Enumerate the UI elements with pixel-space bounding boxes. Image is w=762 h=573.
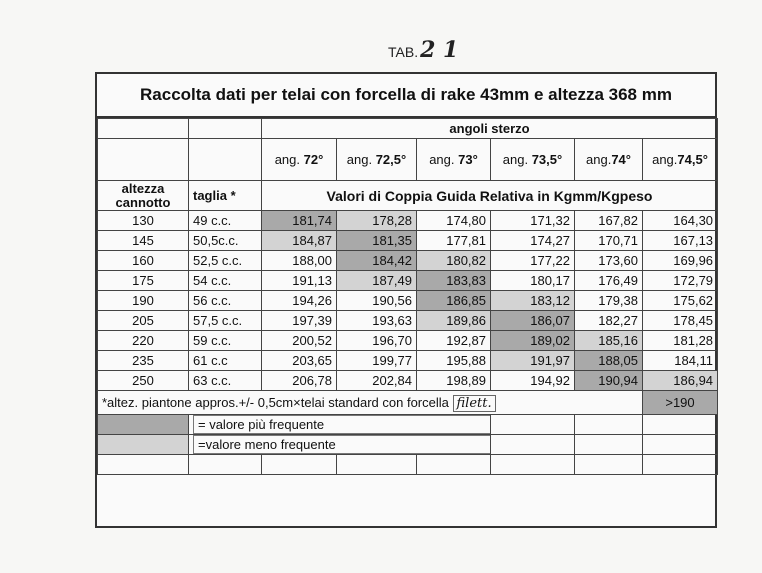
legend-label: = valore più frequente: [193, 415, 491, 434]
angle-header: [337, 139, 417, 181]
value-cell: 182,27: [575, 311, 643, 331]
angle-prefix: ang.: [346, 152, 376, 167]
angle-value: 72°: [303, 152, 324, 167]
value-cell: 167,13: [643, 231, 718, 251]
altezza-cell: 145: [98, 231, 189, 251]
legend-swatch: [98, 435, 189, 455]
legend-label-cell: [189, 415, 491, 435]
angle-header: [575, 139, 643, 181]
value-cell: 196,70: [337, 331, 417, 351]
value-cell: 190,94: [575, 371, 643, 391]
data-sheet: [95, 72, 717, 528]
taglia-header: taglia *: [189, 181, 262, 211]
legend-label: =valore meno frequente: [193, 435, 491, 454]
value-cell: 197,39: [262, 311, 337, 331]
value-cell: 191,97: [491, 351, 575, 371]
value-cell: 177,81: [417, 231, 491, 251]
altezza-cell: 130: [98, 211, 189, 231]
value-cell: 176,49: [575, 271, 643, 291]
value-cell: 171,32: [491, 211, 575, 231]
altezza-cell: 190: [98, 291, 189, 311]
table-row: [98, 331, 718, 351]
angle-header: [262, 139, 337, 181]
angle-header: [643, 139, 718, 181]
value-cell: 183,83: [417, 271, 491, 291]
table-number: [388, 37, 458, 63]
value-cell: 194,26: [262, 291, 337, 311]
value-cell: 187,49: [337, 271, 417, 291]
table-row: [98, 291, 718, 311]
altezza-cell: 205: [98, 311, 189, 331]
value-cell: 183,12: [491, 291, 575, 311]
legend-swatch: [98, 415, 189, 435]
legend-label-cell: [189, 435, 491, 455]
tab-label: TAB.: [388, 44, 419, 60]
taglia-cell: 54 c.c.: [189, 271, 262, 291]
value-cell: 200,52: [262, 331, 337, 351]
table-row: [98, 351, 718, 371]
angle-prefix: ang.: [586, 152, 612, 167]
taglia-cell: 63 c.c.: [189, 371, 262, 391]
value-cell: 170,71: [575, 231, 643, 251]
value-cell: 191,13: [262, 271, 337, 291]
value-cell: 186,85: [417, 291, 491, 311]
value-cell: 193,63: [337, 311, 417, 331]
sheet-title: Raccolta dati per telai con forcella di rake 43mm e altezza 368 mm: [97, 74, 715, 118]
value-cell: 179,38: [575, 291, 643, 311]
value-cell: 169,96: [643, 251, 718, 271]
angle-prefix: ang.: [429, 152, 459, 167]
legend-row: [98, 435, 718, 455]
angle-prefix: ang.: [652, 152, 678, 167]
taglia-cell: 61 c.c: [189, 351, 262, 371]
tab-number: 2 1: [420, 37, 459, 63]
subheader-row: [98, 181, 718, 211]
value-cell: 189,02: [491, 331, 575, 351]
table-row: [98, 371, 718, 391]
table-row: [98, 231, 718, 251]
angles-header: angoli sterzo: [262, 119, 718, 139]
angle-header: [491, 139, 575, 181]
angle-value: 74,5°: [677, 152, 708, 167]
altezza-cell: 235: [98, 351, 189, 371]
altezza-cell: 175: [98, 271, 189, 291]
value-cell: 190,56: [337, 291, 417, 311]
value-cell: 195,88: [417, 351, 491, 371]
value-cell: 184,11: [643, 351, 718, 371]
value-cell: 167,82: [575, 211, 643, 231]
angles-header-row: [98, 119, 718, 139]
table-row: [98, 271, 718, 291]
value-cell: 178,45: [643, 311, 718, 331]
angle-value: 72,5°: [375, 152, 407, 167]
value-cell: 186,94: [643, 371, 718, 391]
value-cell: 189,86: [417, 311, 491, 331]
taglia-cell: 52,5 c.c.: [189, 251, 262, 271]
table-body: [98, 119, 718, 475]
value-cell: 181,28: [643, 331, 718, 351]
value-cell: 185,16: [575, 331, 643, 351]
handwritten-note: filett.: [453, 395, 496, 412]
value-cell: 192,87: [417, 331, 491, 351]
altezza-cell: 160: [98, 251, 189, 271]
angle-prefix: ang.: [274, 152, 304, 167]
value-cell: 188,05: [575, 351, 643, 371]
value-cell: 199,77: [337, 351, 417, 371]
table-row: [98, 251, 718, 271]
value-cell: 202,84: [337, 371, 417, 391]
value-cell: 180,17: [491, 271, 575, 291]
values-header: Valori di Coppia Guida Relativa in Kgmm/Kgpeso: [262, 181, 718, 211]
value-cell: 198,89: [417, 371, 491, 391]
value-cell: 181,35: [337, 231, 417, 251]
taglia-cell: 56 c.c.: [189, 291, 262, 311]
table-row: [98, 311, 718, 331]
taglia-cell: 57,5 c.c.: [189, 311, 262, 331]
table-row: [98, 211, 718, 231]
angle-value: 73,5°: [531, 152, 563, 167]
taglia-cell: 59 c.c.: [189, 331, 262, 351]
value-cell: 164,30: [643, 211, 718, 231]
value-cell: 180,82: [417, 251, 491, 271]
value-cell: 177,22: [491, 251, 575, 271]
angles-row: [98, 139, 718, 181]
footnote-extra: >190: [643, 391, 718, 415]
value-cell: 174,80: [417, 211, 491, 231]
value-cell: 194,92: [491, 371, 575, 391]
value-cell: 203,65: [262, 351, 337, 371]
taglia-cell: 49 c.c.: [189, 211, 262, 231]
angle-value: 74°: [611, 152, 631, 167]
value-cell: 206,78: [262, 371, 337, 391]
data-table: [97, 118, 718, 475]
value-cell: 184,87: [262, 231, 337, 251]
footnote-row: [98, 391, 718, 415]
value-cell: 178,28: [337, 211, 417, 231]
footnote: [98, 391, 643, 415]
legend-row: [98, 415, 718, 435]
footnote-text: *altez. piantone appros.+/- 0,5cm×telai standard con forcella: [102, 394, 449, 410]
value-cell: 186,07: [491, 311, 575, 331]
value-cell: 173,60: [575, 251, 643, 271]
angle-value: 73°: [458, 152, 478, 167]
angle-prefix: ang.: [502, 152, 532, 167]
value-cell: 172,79: [643, 271, 718, 291]
value-cell: 174,27: [491, 231, 575, 251]
value-cell: 175,62: [643, 291, 718, 311]
value-cell: 184,42: [337, 251, 417, 271]
altezza-header: altezza cannotto: [98, 181, 189, 211]
angle-header: [417, 139, 491, 181]
taglia-cell: 50,5c.c.: [189, 231, 262, 251]
value-cell: 181,74: [262, 211, 337, 231]
altezza-cell: 250: [98, 371, 189, 391]
value-cell: 188,00: [262, 251, 337, 271]
altezza-cell: 220: [98, 331, 189, 351]
